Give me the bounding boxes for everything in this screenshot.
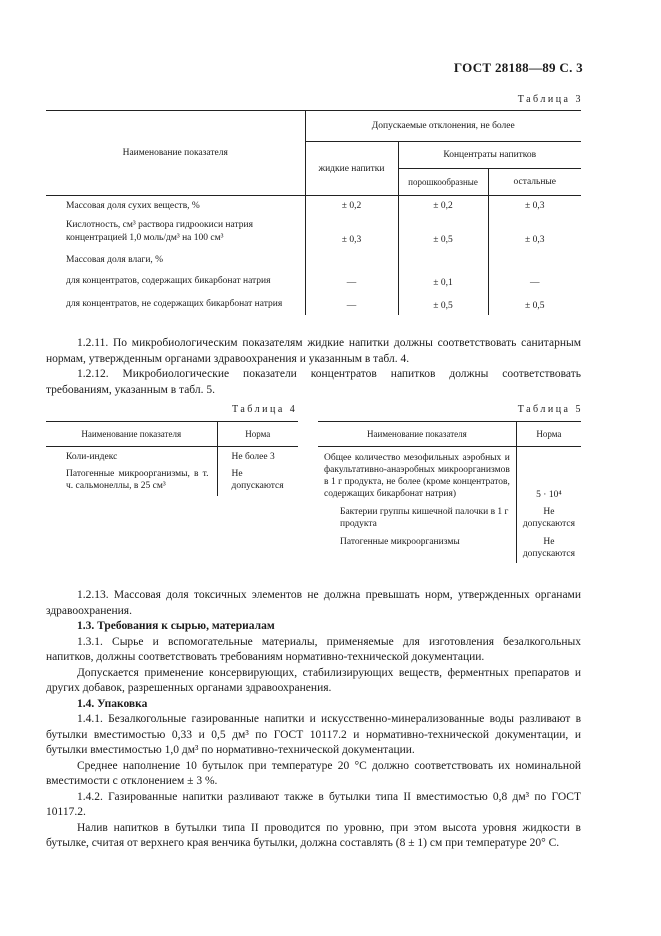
table-row: Бактерии группы кишечной палочки в 1 г продукта Не допускаются xyxy=(318,503,581,533)
para-1-2-13: 1.2.13. Массовая доля токсичных элементов не должна превышать норм, утвержденных органами здравоохранения. xyxy=(46,589,581,617)
table3-caption: Таблица 3 xyxy=(517,94,583,105)
t5-head-name: Наименование показателя xyxy=(367,429,467,439)
table-row: для концентратов, содержащих бикарбонат натрия — ± 0,1 — xyxy=(46,269,581,292)
table-row: Общее количество мезофильных аэробных и факультативно-анаэробных микроорганизмов в 1 г продукта, не более (кроме концентратов, содержащих бикарбонат натрия) 5 · 10⁴ xyxy=(318,447,581,504)
table5-caption: Таблица 5 xyxy=(517,404,583,415)
t3-head-conc: Концентраты напитков xyxy=(398,142,581,169)
para-1-4-1: 1.4.1. Безалкогольные газированные напитки и искусственно-минерализованные воды разливают в бутылки вместимостью 0,33 и 0,5 дм³ по ГОСТ 10117.2 и нормативно-технической документации, и бутылки вместимостью 1,0 дм³ по нормативно-технической документации. xyxy=(46,713,581,756)
para-1-3-1b: Допускается применение консервирующих, стабилизирующих веществ, ферментных препаратов и других добавок, разрешенных органами здравоохранения. xyxy=(46,666,581,694)
para-1-4-1b: Среднее наполнение 10 бутылок при температуре 20 °С должно соответствовать их номинальной вместимости с отклонением ± 3 %. xyxy=(46,759,581,787)
t3-head-liquid: жидкие напитки xyxy=(305,142,398,196)
table-row: Патогенные микроорганизмы Не допускаются xyxy=(318,533,581,563)
para-1-4-2: 1.4.2. Газированные напитки разливают также в бутылки типа II вместимостью 0,8 дм³ по ГОСТ 10117.2. xyxy=(46,790,581,818)
table4 xyxy=(46,421,298,496)
section-1-3: 1.3. Требования к сырью, материалам xyxy=(77,620,275,632)
t4-head-name: Наименование показателя xyxy=(81,429,182,439)
para-1-4-2b: Налив напитков в бутылки типа II проводится по уровню, при этом высота уровня жидкости в бутылке, считая от верхнего края венчика бутылки, должна составлять (8 ± 1) см при температуре 20° С. xyxy=(46,821,581,849)
table4-caption: Таблица 4 xyxy=(232,404,298,415)
para-1-2-11: 1.2.11. По микробиологическим показателям жидкие напитки должны соответствовать санитарным нормам, утвержденным органами здравоохранения и указанным в табл. 4. xyxy=(46,337,581,365)
text-block-1 xyxy=(46,336,581,398)
table-row: Патогенные микроорганизмы, в т. ч. сальмонеллы, в 25 см³ Не допускаются xyxy=(46,464,298,496)
table5 xyxy=(318,421,581,563)
table-row: Кислотность, см³ раствора гидроокиси натрия концентрацией 1,0 моль/дм³ на 100 см³ ± 0,3 ± 0,5 ± 0,3 xyxy=(46,215,581,249)
t3-head-dev: Допускаемые отклонения, не более xyxy=(305,111,581,142)
t5-head-norm: Норма xyxy=(516,422,581,447)
para-1-2-12: 1.2.12. Микробиологические показатели концентратов напитков должны соответствовать требованиям, указанным в табл. 5. xyxy=(46,368,581,396)
table-row: Коли-индекс Не более 3 xyxy=(46,447,298,465)
section-1-4: 1.4. Упаковка xyxy=(77,697,148,710)
t4-head-norm: Норма xyxy=(217,422,298,447)
text-block-2 xyxy=(46,588,581,852)
table-row: для концентратов, не содержащих бикарбонат натрия — ± 0,5 ± 0,5 xyxy=(46,292,581,315)
para-1-3-1: 1.3.1. Сырье и вспомогательные материалы, применяемые для изготовления безалкогольных напитков, должны соответствовать требованиям нормативно-технической документации. xyxy=(46,635,581,663)
t3-head-powder: порошкообразные xyxy=(398,169,488,196)
table-row: Массовая доля сухих веществ, % ± 0,2 ± 0,2 ± 0,3 xyxy=(46,196,581,216)
table3 xyxy=(46,110,581,315)
table-row: Массовая доля влаги, % xyxy=(46,249,581,269)
t3-head-name: Наименование показателя xyxy=(46,111,305,196)
t3-head-other: остальные xyxy=(488,169,581,196)
page-header: ГОСТ 28188—89 С. 3 xyxy=(453,60,583,75)
